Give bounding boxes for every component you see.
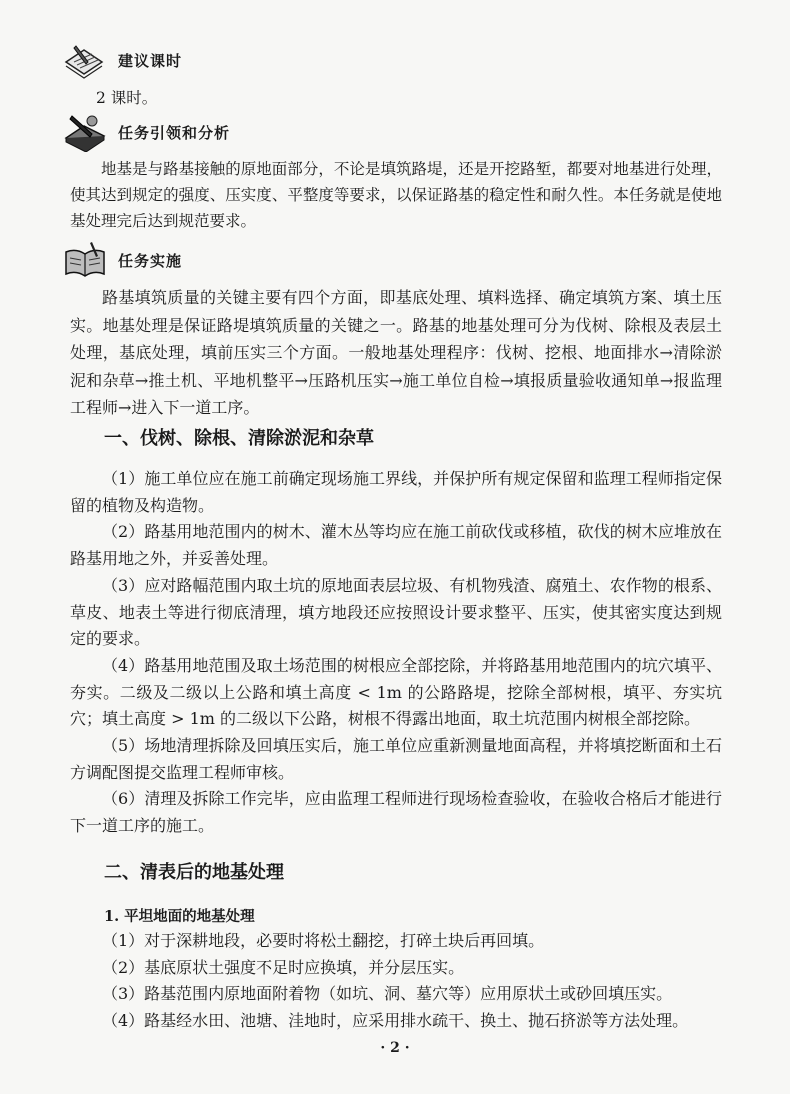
list-item: （3）路基范围内原地面附着物（如坑、洞、墓穴等）应用原状土或砂回填压实。 xyxy=(102,984,673,1004)
list-item: （4）路基用地范围及取土场范围的树根应全部挖除，并将路基用地范围内的坑穴填平、夯实。二级及二级以上公路和填土高度 < 1m 的公路路堤，挖除全部树根，填平、夯实坑穴；填土高度 > 1m 的二级以下公路，树根不得露出地面，取土坑范围内树根全部挖除。 xyxy=(70,655,722,729)
list-item: （3）应对路幅范围内取土坑的原地面表层垃圾、有机物残渣、腐殖土、农作物的根系、草皮、地表土等进行彻底清理，填方地段还应按照设计要求整平、压实，使其密实度达到规定的要求。 xyxy=(70,575,722,649)
implementation-paragraph: 路基填筑质量的关键主要有四个方面，即基底处理、填料选择、确定填筑方案、填土压实。地基处理是保证路堤填筑质量的关键之一。路基的地基处理可分为伐树、除根及表层土处理，基底处理，填前压实三个方面。一般地基处理程序：伐树、挖根、地面排水→清除淤泥和杂草→推土机、平地机整平→压路机压实→施工单位自检→填报质量验收通知单→报监理工程师→进入下一道工序。 xyxy=(70,288,722,417)
section-title-implementation: 任务实施 xyxy=(118,251,183,270)
section-title-hours: 建议课时 xyxy=(118,51,183,70)
analysis-paragraph: 地基是与路基接触的原地面部分，不论是填筑路堤，还是开挖路堑，都要对地基进行处理，使其达到规定的强度、压实度、平整度等要求，以保证路基的稳定性和耐久性。本任务就是使地基处理完后达到规范要求。 xyxy=(70,160,722,230)
page-number: · 2 · xyxy=(380,1040,410,1056)
subheading-flat-ground: 1. 平坦地面的地基处理 xyxy=(104,908,255,925)
section-header-analysis xyxy=(62,112,230,152)
list-item: （5）场地清理拆除及回填压实后，施工单位应重新测量地面高程，并将填挖断面和土石方调配图提交监理工程师审核。 xyxy=(70,736,722,782)
heading-clearing: 一、伐树、除根、清除淤泥和杂草 xyxy=(104,428,374,449)
flat-ground-list xyxy=(70,928,722,1035)
section-header-implementation xyxy=(62,240,182,280)
clearing-list xyxy=(70,466,722,840)
notepad-pen-icon xyxy=(62,40,108,80)
list-item: （1）对于深耕地段，必要时将松土翻挖，打碎土块后再回填。 xyxy=(102,931,545,950)
section-header-hours xyxy=(62,40,182,80)
book-pen-icon xyxy=(62,112,108,152)
list-item: （4）路基经水田、池塘、洼地时，应采用排水疏干、换土、抛石挤淤等方法处理。 xyxy=(102,1011,689,1031)
hours-text: 2 课时。 xyxy=(96,89,158,107)
list-item: （2）基底原状土强度不足时应换填，并分层压实。 xyxy=(102,957,465,977)
section-title-analysis: 任务引领和分析 xyxy=(118,123,231,142)
open-book-icon xyxy=(62,240,108,280)
list-item: （2）路基用地范围内的树木、灌木丛等均应在施工前砍伐或移植，砍伐的树木应堆放在路基用地之外，并妥善处理。 xyxy=(70,522,722,569)
list-item: （1）施工单位应在施工前确定现场施工界线，并保护所有规定保留和监理工程师指定保留的植物及构造物。 xyxy=(70,469,722,515)
list-item: （6）清理及拆除工作完毕，应由监理工程师进行现场检查验收，在验收合格后才能进行下一道工序的施工。 xyxy=(70,789,722,836)
heading-foundation: 二、清表后的地基处理 xyxy=(104,862,284,883)
